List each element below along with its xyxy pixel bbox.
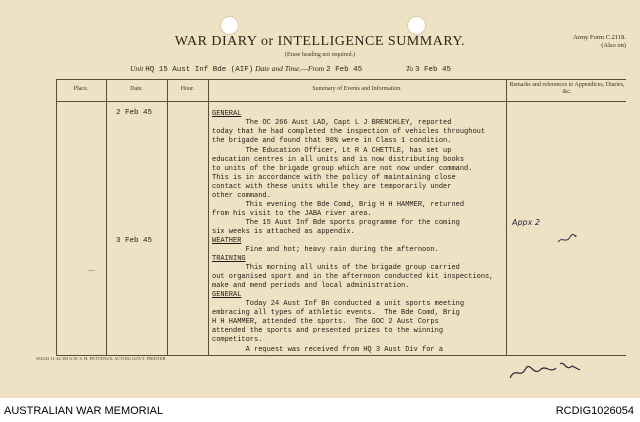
diary-paragraph: The OC 266 Aust LAD, Capt L J BRENCHLEY, reported today that he had completed the inspection of vehicles throughout the brigade and found that 90% were in Class 1 condition. bbox=[212, 119, 486, 145]
column-header-date: Date. bbox=[130, 86, 143, 92]
column-divider bbox=[208, 79, 209, 355]
unit-label: Unit bbox=[130, 64, 144, 73]
column-divider bbox=[106, 79, 107, 355]
diary-paragraph: This morning all units of the brigade group carried out organised sport and in the afternoon conducted kit inspections, make and mend periods and local administration. bbox=[212, 264, 494, 290]
initials-mark bbox=[556, 232, 578, 246]
date-entry: 3 Feb 45 bbox=[116, 237, 153, 245]
date-time-label: Date and Time.—From bbox=[255, 64, 325, 73]
to-label: To bbox=[405, 64, 414, 73]
form-subtitle: (Erase heading not required.) bbox=[285, 52, 355, 58]
column-header-hour: Hour. bbox=[180, 86, 195, 92]
table-top-rule bbox=[56, 79, 626, 80]
punch-hole bbox=[407, 16, 426, 35]
header-bottom-rule bbox=[56, 101, 626, 102]
diary-paragraph: Fine and hot; heavy rain during the afternoon. bbox=[212, 246, 439, 254]
section-heading: GENERAL bbox=[212, 110, 242, 118]
printer-line: W4243 11-42 3M A.W. S. H. PETTENUS, ACTING GOVT. PRINTER bbox=[36, 356, 166, 361]
diary-paragraph: The 15 Aust Inf Bde sports programme for the coming six weeks is attached as appendix. bbox=[212, 219, 460, 236]
army-form-sublabel: (Also on) bbox=[601, 42, 626, 49]
column-header-place: Place. bbox=[73, 86, 89, 92]
from-date: 2 Feb 45 bbox=[326, 66, 363, 74]
date-entry: 2 Feb 45 bbox=[116, 109, 153, 117]
diary-paragraph: This evening the Bde Comd, Brig H H HAMMER, returned from his visit to the JABA river area. bbox=[212, 201, 465, 218]
place-dash: — bbox=[88, 266, 95, 274]
form-title: WAR DIARY or INTELLIGENCE SUMMARY. bbox=[174, 34, 466, 49]
appendix-reference: Appx 2 bbox=[512, 218, 540, 227]
column-header-summary: Summary of Events and Information. bbox=[312, 86, 402, 92]
handwritten-signature bbox=[506, 356, 586, 384]
column-divider bbox=[56, 79, 57, 355]
section-heading: WEATHER bbox=[212, 237, 242, 245]
footer-id: RCDIG1026054 bbox=[555, 405, 634, 417]
to-date: 3 Feb 45 bbox=[414, 66, 451, 74]
section-heading: TRAINING bbox=[212, 255, 246, 263]
diary-paragraph: The Education Officer, Lt R A CHETTLE, has set up education centres in all units and is now distributing books to units of the brigade group which are not now under command. This is in accordance with the policy of maintaining close contact with these units while they are temporarily under other command. bbox=[212, 147, 473, 200]
column-header-remarks: Remarks and references to Appendices, Diaries, &c. bbox=[509, 82, 625, 95]
column-divider bbox=[167, 79, 168, 355]
unit-line bbox=[130, 64, 451, 74]
unit-value: HQ 15 Aust Inf Bde (AIF) bbox=[145, 66, 254, 74]
diary-paragraph: Today 24 Aust Inf Bn conducted a unit sports meeting embracing all types of athletic events. The Bde Comd, Brig H H HAMMER, attended the sports. The GOC 2 Aust Corps attended the sports and presented prizes to the winning competitors. bbox=[212, 300, 465, 344]
footer-source: AUSTRALIAN WAR MEMORIAL bbox=[4, 405, 164, 417]
column-divider bbox=[506, 79, 507, 355]
diary-paragraph: A request was received from HQ 3 Aust Div for a bbox=[212, 346, 444, 354]
army-form-label: Army Form C.2118. bbox=[573, 34, 626, 41]
punch-hole bbox=[220, 16, 239, 35]
army-form-number bbox=[573, 34, 626, 50]
section-heading: GENERAL bbox=[212, 291, 242, 299]
